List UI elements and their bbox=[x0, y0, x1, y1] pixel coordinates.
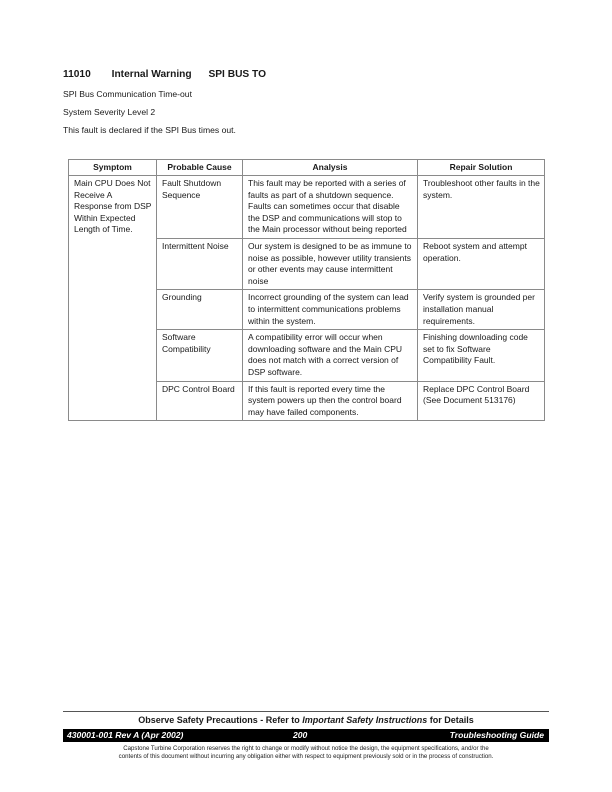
analysis-cell: If this fault is reported every time the system powers up then the control board may have failed components. bbox=[243, 381, 418, 421]
table-row bbox=[69, 176, 545, 239]
analysis-cell: Our system is designed to be as immune to noise as possible, however utility transients or other events may cause intermittent noise bbox=[243, 238, 418, 289]
cause-cell: Grounding bbox=[157, 290, 243, 330]
page-number: 200 bbox=[293, 730, 308, 740]
fault-heading bbox=[63, 69, 266, 80]
symptom-cell: Main CPU Does Not Receive A Response from DSP Within Expected Length of Time. bbox=[69, 176, 157, 421]
guide-title: Troubleshooting Guide bbox=[449, 730, 544, 740]
fault-type: Internal Warning bbox=[111, 69, 192, 80]
cause-cell: Fault Shutdown Sequence bbox=[157, 176, 243, 239]
analysis-cell: A compatibility error will occur when downloading software and the Main CPU does not match with a correct version of DSP software. bbox=[243, 330, 418, 381]
solution-cell: Finishing downloading code set to fix Software Compatibility Fault. bbox=[418, 330, 545, 381]
document-number: 430001-001 Rev A (Apr 2002) bbox=[67, 730, 184, 740]
safety-prefix: Observe Safety Precautions - Refer to bbox=[138, 715, 303, 725]
disclaimer bbox=[63, 745, 549, 761]
solution-cell: Reboot system and attempt operation. bbox=[418, 238, 545, 289]
fault-declaration: This fault is declared if the SPI Bus times out. bbox=[63, 125, 236, 135]
safety-suffix: for Details bbox=[427, 715, 474, 725]
footer-bar bbox=[63, 729, 549, 742]
header-probable-cause: Probable Cause bbox=[157, 160, 243, 176]
table-header-row bbox=[69, 160, 545, 176]
fault-code: 11010 bbox=[63, 69, 91, 80]
disclaimer-line-1: Capstone Turbine Corporation reserves the right to change or modify without notice the design, the equipment specifications, and/or the bbox=[123, 745, 489, 752]
safety-emphasis: Important Safety Instructions bbox=[302, 715, 428, 725]
fault-description: SPI Bus Communication Time-out bbox=[63, 89, 192, 99]
cause-cell: Intermittent Noise bbox=[157, 238, 243, 289]
cause-cell: DPC Control Board bbox=[157, 381, 243, 421]
fault-name: SPI BUS TO bbox=[208, 69, 267, 80]
footer-divider bbox=[63, 711, 549, 712]
header-repair-solution: Repair Solution bbox=[418, 160, 545, 176]
header-symptom: Symptom bbox=[69, 160, 157, 176]
safety-notice bbox=[63, 715, 549, 725]
solution-cell: Troubleshoot other faults in the system. bbox=[418, 176, 545, 239]
header-analysis: Analysis bbox=[243, 160, 418, 176]
solution-cell: Verify system is grounded per installation manual requirements. bbox=[418, 290, 545, 330]
cause-cell: Software Compatibility bbox=[157, 330, 243, 381]
fault-severity: System Severity Level 2 bbox=[63, 107, 156, 117]
solution-cell: Replace DPC Control Board (See Document 513176) bbox=[418, 381, 545, 421]
troubleshooting-table bbox=[68, 159, 545, 421]
disclaimer-line-2: contents of this document without incurring any obligation either with respect to equipment previously sold or in the process of construction. bbox=[118, 753, 494, 760]
analysis-cell: Incorrect grounding of the system can lead to intermittent communications problems within the system. bbox=[243, 290, 418, 330]
analysis-cell: This fault may be reported with a series of faults as part of a shutdown sequence. Faults can sometimes occur that disable the DSP and communications will stop to the Main processor without being reported bbox=[243, 176, 418, 239]
